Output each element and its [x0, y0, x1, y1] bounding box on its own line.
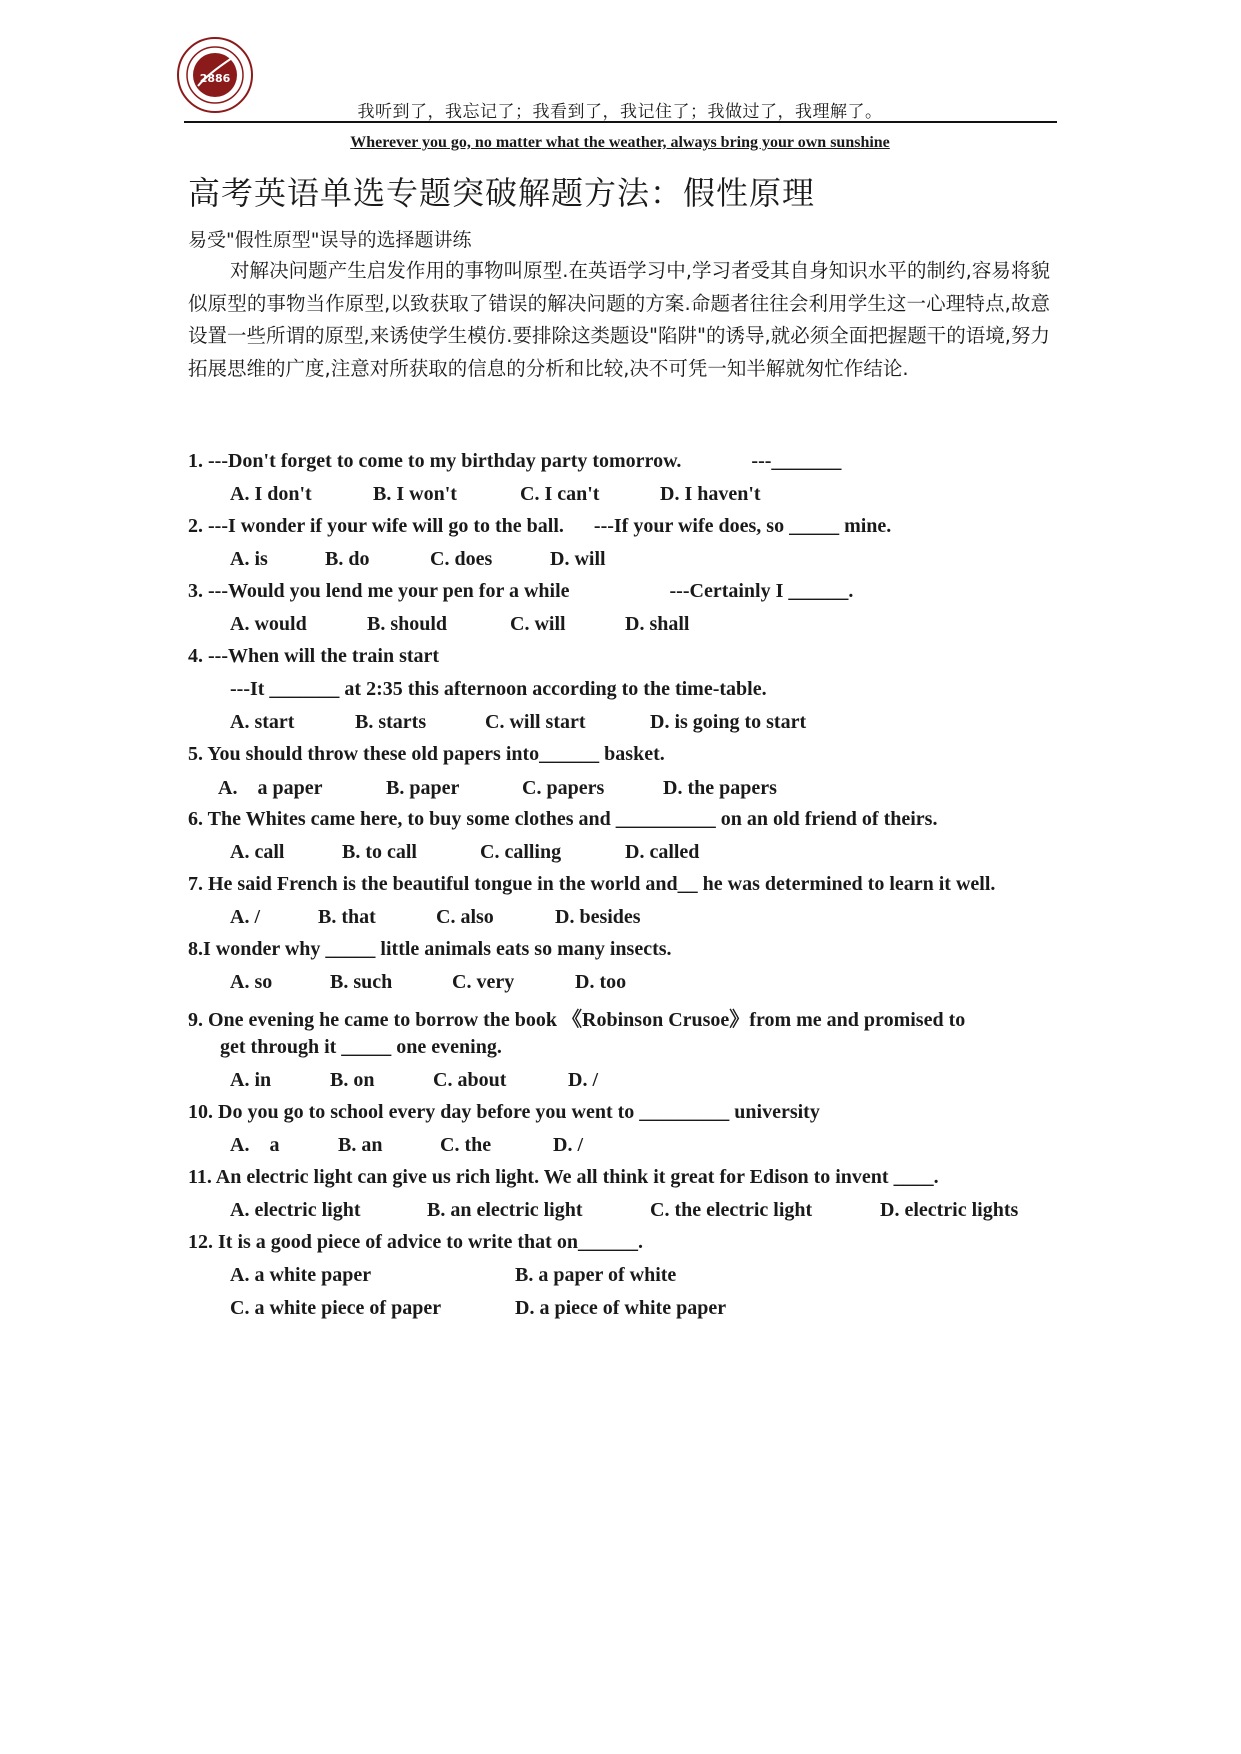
- question-4-stem-line2: ---It _______ at 2:35 this afternoon according to the time-table.: [230, 678, 767, 700]
- option-d: D. /: [553, 1134, 583, 1156]
- option-a: A. a white paper: [230, 1264, 372, 1286]
- header-motto-chinese: 我听到了，我忘记了；我看到了，我记住了；我做过了，我理解了。: [357, 102, 883, 122]
- option-d: D. shall: [625, 613, 690, 635]
- option-c: C. I can't: [520, 483, 600, 505]
- option-c: C. will: [510, 613, 566, 635]
- option-a: A. a: [230, 1134, 280, 1156]
- question-9-stem: 9. One evening he came to borrow the book 《Robinson Crusoe》from me and promised to: [188, 1009, 966, 1031]
- option-b: B. I won't: [373, 483, 457, 505]
- intro-paragraph: 对解决问题产生启发作用的事物叫原型.在英语学习中,学习者受其自身知识水平的制约,容易将貌似原型的事物当作原型,以致获取了错误的解决问题的方案.命题者往往会利用学生这一心理特点,故意设置一些所谓的原型,来诱使学生模仿.要排除这类题设"陷阱"的诱导,就必须全面把握题干的语境,努力拓展思维的广度,注意对所获取的信息的分析和比较,决不可凭一知半解就匆忙作结论.: [188, 259, 1050, 380]
- option-c: C. very: [452, 971, 515, 993]
- option-a: A. /: [230, 906, 260, 928]
- option-b: B. an electric light: [427, 1199, 583, 1221]
- option-d: D. a piece of white paper: [515, 1297, 727, 1319]
- page-title: 高考英语单选专题突破解题方法：假性原理: [188, 174, 816, 212]
- option-d: D. besides: [555, 906, 641, 928]
- option-b: B. on: [330, 1069, 375, 1091]
- option-c: C. also: [436, 906, 494, 928]
- option-b: B. paper: [386, 777, 460, 799]
- question-3-stem: 3. ---Would you lend me your pen for a while ---Certainly I ______.: [188, 580, 854, 602]
- option-d: D. will: [550, 548, 606, 570]
- option-d: D. I haven't: [660, 483, 761, 505]
- option-c: C. the: [440, 1134, 492, 1156]
- question-9-stem-line2: get through it _____ one evening.: [220, 1036, 502, 1058]
- option-d: D. the papers: [663, 777, 777, 799]
- option-a: A. I don't: [230, 483, 312, 505]
- option-d: D. /: [568, 1069, 598, 1091]
- logo-text: 2886: [199, 72, 231, 85]
- header-divider: [184, 121, 1057, 123]
- option-b: B. should: [367, 613, 448, 635]
- option-b: B. starts: [355, 711, 427, 733]
- option-b: B. a paper of white: [515, 1264, 677, 1286]
- question-12-stem: 12. It is a good piece of advice to write that on______.: [188, 1231, 643, 1253]
- option-c: C. about: [433, 1069, 507, 1091]
- option-a: A. is: [230, 548, 268, 570]
- option-a: A. would: [230, 613, 307, 635]
- question-4-stem: 4. ---When will the train start: [188, 645, 440, 667]
- question-5-stem: 5. You should throw these old papers into______ basket.: [188, 743, 665, 765]
- option-d: D. too: [575, 971, 627, 993]
- question-11-stem: 11. An electric light can give us rich light. We all think it great for Edison to invent ____.: [188, 1166, 939, 1188]
- section-subtitle: 易受"假性原型"误导的选择题讲练: [188, 229, 472, 251]
- option-c: C. will start: [485, 711, 586, 733]
- option-a: A. a paper: [218, 777, 323, 799]
- option-a: A. electric light: [230, 1199, 361, 1221]
- option-c: C. papers: [522, 777, 605, 799]
- option-b: B. that: [318, 906, 376, 928]
- option-c: C. calling: [480, 841, 562, 863]
- option-d: D. called: [625, 841, 700, 863]
- option-a: A. so: [230, 971, 273, 993]
- question-1-stem: 1. ---Don't forget to come to my birthday party tomorrow. ---_______: [188, 450, 842, 472]
- option-a: A. in: [230, 1069, 272, 1091]
- option-c: C. a white piece of paper: [230, 1297, 442, 1319]
- option-a: A. call: [230, 841, 285, 863]
- question-2-stem: 2. ---I wonder if your wife will go to the ball. ---If your wife does, so _____ mine.: [188, 515, 892, 537]
- question-10-stem: 10. Do you go to school every day before you went to _________ university: [188, 1101, 820, 1123]
- option-c: C. the electric light: [650, 1199, 813, 1221]
- option-a: A. start: [230, 711, 295, 733]
- option-b: B. such: [330, 971, 393, 993]
- option-d: D. is going to start: [650, 711, 807, 733]
- question-8-stem: 8.I wonder why _____ little animals eats so many insects.: [188, 938, 672, 960]
- option-c: C. does: [430, 548, 493, 570]
- question-7-stem: 7. He said French is the beautiful tongue in the world and__ he was determined to learn it well.: [188, 873, 996, 895]
- school-logo-icon: [176, 36, 254, 114]
- option-d: D. electric lights: [880, 1199, 1019, 1221]
- option-b: B. to call: [342, 841, 417, 863]
- header-motto-english: Wherever you go, no matter what the weather, always bring your own sunshine: [350, 134, 890, 151]
- option-b: B. an: [338, 1134, 383, 1156]
- question-6-stem: 6. The Whites came here, to buy some clothes and __________ on an old friend of theirs.: [188, 808, 938, 830]
- option-b: B. do: [325, 548, 370, 570]
